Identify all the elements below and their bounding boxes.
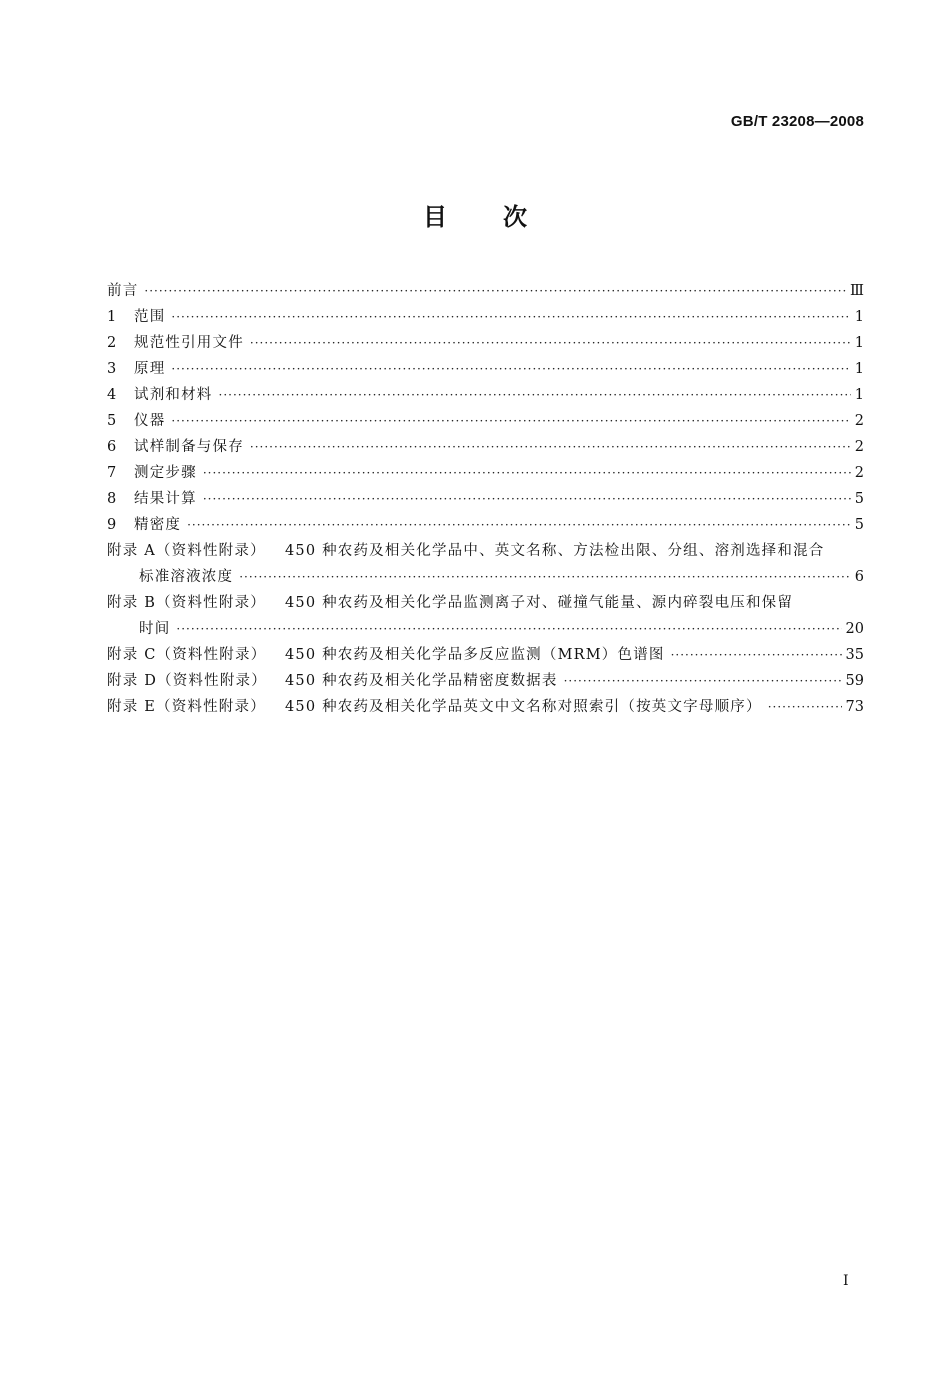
leader-dots <box>144 278 846 304</box>
toc-label: 规范性引用文件 <box>134 335 244 351</box>
page-title: 目次 <box>423 203 583 231</box>
appendix-title: 450 种农药及相关化学品英文中文名称对照索引（按英文字母顺序） <box>285 699 762 715</box>
toc-entry-9[interactable] <box>107 512 864 538</box>
toc-label: 试样制备与保存 <box>134 439 244 455</box>
toc-page: 1 <box>854 309 864 325</box>
toc-appendix-b[interactable] <box>107 590 864 616</box>
appendix-prefix: 附录 E（资料性附录） <box>107 699 266 715</box>
appendix-prefix: 附录 D（资料性附录） <box>107 673 267 689</box>
toc-label: 试剂和材料 <box>134 387 213 403</box>
toc-page: 59 <box>845 673 864 689</box>
toc-number: 3 <box>107 361 117 377</box>
leader-dots <box>171 356 850 382</box>
leader-dots <box>768 694 842 720</box>
appendix-title-cont: 标准溶液浓度 <box>139 569 234 585</box>
toc-number: 8 <box>107 491 117 507</box>
toc-page: 20 <box>845 621 864 637</box>
leader-dots <box>203 486 851 512</box>
toc-page: 1 <box>854 361 864 377</box>
toc-number: 7 <box>107 465 117 481</box>
toc-entry-foreword[interactable] <box>107 278 864 304</box>
toc-page: 1 <box>854 387 864 403</box>
toc-page: 1 <box>854 335 864 351</box>
toc-label: 仪器 <box>134 413 166 429</box>
leader-dots <box>203 460 851 486</box>
toc-number: 1 <box>107 309 117 325</box>
leader-dots <box>171 408 850 434</box>
toc-number: 9 <box>107 517 117 533</box>
appendix-title: 450 种农药及相关化学品多反应监测（MRM）色谱图 <box>285 647 665 663</box>
toc-page: 35 <box>845 647 864 663</box>
toc-page: 5 <box>854 491 864 507</box>
toc-entry-6[interactable] <box>107 434 864 460</box>
toc-label: 前言 <box>107 283 139 299</box>
leader-dots <box>219 382 851 408</box>
toc-number: 4 <box>107 387 117 403</box>
toc-entry-7[interactable] <box>107 460 864 486</box>
toc-appendix-b-cont[interactable] <box>107 616 864 642</box>
toc-appendix-a-cont[interactable] <box>107 564 864 590</box>
toc-entry-5[interactable] <box>107 408 864 434</box>
leader-dots <box>176 616 841 642</box>
toc-entry-1[interactable] <box>107 304 864 330</box>
appendix-title-cont: 时间 <box>139 621 171 637</box>
leader-dots <box>671 642 842 668</box>
leader-dots <box>187 512 851 538</box>
appendix-title: 450 种农药及相关化学品中、英文名称、方法检出限、分组、溶剂选择和混合 <box>285 543 825 559</box>
toc-appendix-e[interactable] <box>107 694 864 720</box>
toc-page: 2 <box>854 413 864 429</box>
toc-appendix-a[interactable] <box>107 538 864 564</box>
page-number: Ⅰ <box>843 1273 849 1289</box>
toc-number: 2 <box>107 335 117 351</box>
toc-page: 2 <box>854 439 864 455</box>
leader-dots <box>171 304 850 330</box>
toc-page: 2 <box>854 465 864 481</box>
toc-label: 原理 <box>134 361 166 377</box>
toc-entry-3[interactable] <box>107 356 864 382</box>
leader-dots <box>564 668 842 694</box>
appendix-prefix: 附录 B（资料性附录） <box>107 595 266 611</box>
leader-dots <box>250 330 851 356</box>
appendix-title: 450 种农药及相关化学品精密度数据表 <box>285 673 558 689</box>
standard-code: GB/T 23208—2008 <box>730 113 864 130</box>
toc-number: 5 <box>107 413 117 429</box>
leader-dots <box>239 564 851 590</box>
appendix-title: 450 种农药及相关化学品监测离子对、碰撞气能量、源内碎裂电压和保留 <box>285 595 794 611</box>
toc-entry-2[interactable] <box>107 330 864 356</box>
toc-number: 6 <box>107 439 117 455</box>
toc-page: 6 <box>854 569 864 585</box>
toc-label: 结果计算 <box>134 491 197 507</box>
toc-entry-8[interactable] <box>107 486 864 512</box>
leader-dots <box>250 434 851 460</box>
toc-appendix-c[interactable] <box>107 642 864 668</box>
toc-appendix-d[interactable] <box>107 668 864 694</box>
toc-page: Ⅲ <box>850 283 864 299</box>
table-of-contents <box>107 278 864 720</box>
appendix-prefix: 附录 C（资料性附录） <box>107 647 267 663</box>
appendix-prefix: 附录 A（资料性附录） <box>107 543 266 559</box>
toc-entry-4[interactable] <box>107 382 864 408</box>
toc-label: 精密度 <box>134 517 182 533</box>
toc-label: 测定步骤 <box>134 465 197 481</box>
toc-label: 范围 <box>134 309 166 325</box>
toc-page: 5 <box>854 517 864 533</box>
toc-page: 73 <box>845 699 864 715</box>
